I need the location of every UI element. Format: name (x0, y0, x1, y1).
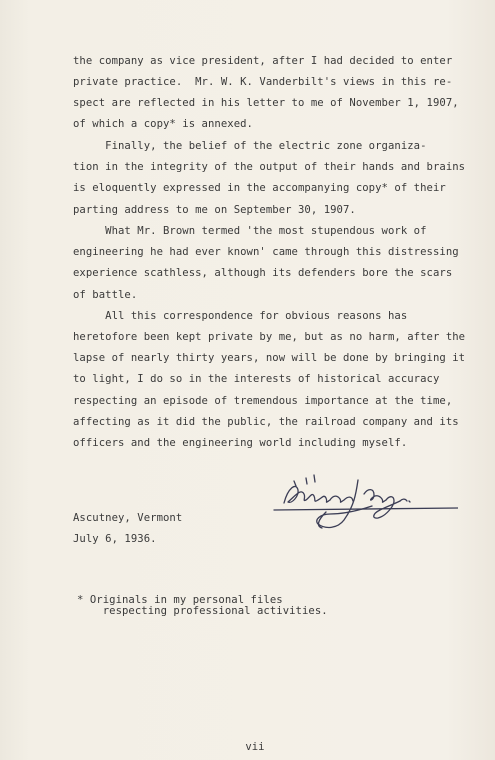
closing-place: Ascutney, Vermont (73, 512, 183, 524)
body-line: spect are reflected in his letter to me of November 1, 1907, (73, 97, 459, 109)
closing-date: July 6, 1936. (73, 533, 157, 545)
body-line: officers and the engineering world including myself. (73, 437, 408, 449)
body-line: respecting an episode of tremendous importance at the time, (73, 395, 453, 407)
footnote-line: * Originals in my personal files (77, 594, 283, 606)
body-line: of which a copy* is annexed. (73, 118, 253, 130)
page-number: vii (245, 741, 265, 753)
body-line: engineering he had ever known' came through this distressing (73, 246, 459, 258)
body-line: to light, I do so in the interests of historical accuracy (73, 373, 440, 385)
body-line: parting address to me on September 30, 1907. (73, 204, 356, 216)
footnote-line: respecting professional activities. (77, 605, 328, 617)
body-line: the company as vice president, after I had decided to enter (73, 55, 453, 67)
body-line: affecting as it did the public, the railroad company and its (73, 416, 459, 428)
body-line: heretofore been kept private by me, but as no harm, after the (73, 331, 466, 343)
body-line: All this correspondence for obvious reasons has (73, 310, 408, 322)
body-line: lapse of nearly thirty years, now will be done by bringing it (73, 352, 466, 364)
body-line: Finally, the belief of the electric zone organiza- (73, 140, 427, 152)
handwritten-signature (268, 470, 458, 535)
body-line: private practice. Mr. W. K. Vanderbilt's views in this re- (73, 76, 453, 88)
body-line: is eloquently expressed in the accompanying copy* of their (73, 182, 446, 194)
body-line: tion in the integrity of the output of their hands and brains (73, 161, 466, 173)
body-line: of battle. (73, 289, 138, 301)
body-line: What Mr. Brown termed 'the most stupendous work of (73, 225, 427, 237)
body-line: experience scathless, although its defenders bore the scars (73, 267, 453, 279)
